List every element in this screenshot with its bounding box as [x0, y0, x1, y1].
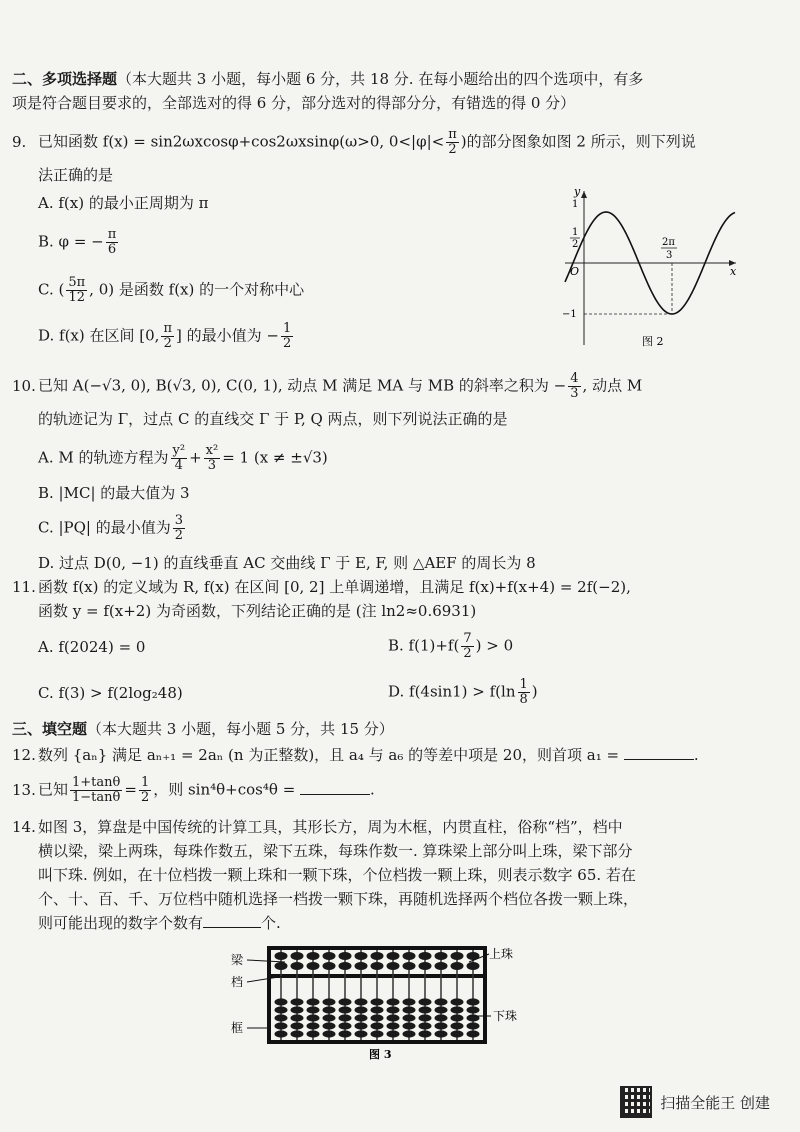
- lower-bead: [435, 1014, 448, 1021]
- q11-number: 11.: [12, 578, 36, 596]
- q10-stem-c: 的轨迹记为 Γ，过点 C 的直线交 Γ 于 P, Q 两点，则下列说法正确的是: [38, 410, 508, 428]
- label-upper-bead: 上珠: [489, 947, 514, 961]
- lower-bead: [339, 1006, 352, 1013]
- lower-bead: [419, 1006, 432, 1013]
- figure-2-sine-graph: [560, 185, 750, 355]
- q9-option-b: B. φ = − $\frac{\pi}{6}$: [38, 227, 117, 257]
- q14-line2: 横以梁，梁上两珠，每珠作数五，梁下五珠，每珠作数一. 算珠梁上部分叫上珠，梁下部分: [38, 842, 633, 860]
- q11-stem-a: 11. 函数 f(x) 的定义域为 R, f(x) 在区间 [0, 2] 上单调递增，且满足 f(x)+f(x+4) = 2f(−2),: [12, 578, 631, 596]
- upper-bead: [355, 962, 368, 970]
- q9-option-d: D. f(x) 在区间 [0, $\frac{\pi}{2}$ ] 的最小值为 − $\frac{1}{2}$: [38, 321, 292, 351]
- lower-bead: [467, 1014, 480, 1021]
- upper-bead: [467, 962, 480, 970]
- tick-neg-one-label: −1: [562, 309, 577, 320]
- upper-bead: [403, 952, 416, 960]
- lower-bead: [275, 1022, 288, 1029]
- upper-bead: [291, 952, 304, 960]
- lower-bead: [291, 1014, 304, 1021]
- lower-bead: [403, 1030, 416, 1037]
- q9-stem-a: 已知函数 f(x) = sin2ωxcosφ+cos2ωxsinφ: [38, 132, 340, 151]
- q12-answer-blank[interactable]: [624, 745, 694, 760]
- lower-bead: [323, 1006, 336, 1013]
- qr-code-icon: [620, 1086, 652, 1118]
- figure-3-abacus: [225, 944, 555, 1064]
- lower-bead: [323, 1014, 336, 1021]
- lower-bead: [467, 998, 480, 1005]
- q14-line3: 叫下珠. 例如，在十位档拨一颗上珠和一颗下珠，个位档拨一颗上珠，则表示数字 65. 若在: [38, 866, 636, 884]
- upper-bead: [355, 952, 368, 960]
- tick-2pi-3-numerator: 2π: [662, 237, 675, 248]
- upper-bead: [339, 962, 352, 970]
- q11-stem-b: 函数 y = f(x+2) 为奇函数，下列结论正确的是 (注 ln2≈0.6931): [38, 602, 477, 620]
- q12: 12. 数列 {aₙ} 满足 aₙ₊₁ = 2aₙ (n 为正整数)，且 a₄ 与 a₆ 的等差中项是 20，则首项 a₁ = .: [12, 746, 699, 764]
- lower-bead: [403, 1014, 416, 1021]
- q14-line1: 14. 如图 3，算盘是中国传统的计算工具，其形长方，周为木框，内贯直柱，俗称“档”，档中: [12, 818, 623, 836]
- lower-bead: [307, 1006, 320, 1013]
- label-beam: 梁: [231, 953, 244, 967]
- q10-stem: 10. 已知 A(−√3, 0), B(√3, 0), C(0, 1), 动点 M 满足 MA 与 MB 的斜率之积为 − $\frac{4}{3}$ , 动点 M: [12, 371, 643, 401]
- lower-bead: [339, 1022, 352, 1029]
- lower-bead: [419, 1022, 432, 1029]
- lower-bead: [435, 1022, 448, 1029]
- upper-bead: [291, 962, 304, 970]
- upper-bead: [435, 962, 448, 970]
- lower-bead: [419, 998, 432, 1005]
- lower-bead: [451, 998, 464, 1005]
- upper-bead: [371, 952, 384, 960]
- q14-number: 14.: [12, 818, 36, 836]
- figure-3-caption: 图 3: [369, 1048, 392, 1061]
- lower-bead: [451, 1030, 464, 1037]
- lower-bead: [467, 1030, 480, 1037]
- scanner-watermark: [620, 1086, 770, 1118]
- lower-bead: [355, 1022, 368, 1029]
- lower-bead: [371, 1014, 384, 1021]
- lower-bead: [323, 1022, 336, 1029]
- upper-bead: [371, 962, 384, 970]
- lower-bead: [387, 1006, 400, 1013]
- upper-bead: [451, 952, 464, 960]
- tick-half-numerator: 1: [572, 227, 579, 238]
- upper-bead: [419, 962, 432, 970]
- lower-bead: [339, 1030, 352, 1037]
- lower-bead: [339, 1014, 352, 1021]
- upper-bead: [307, 962, 320, 970]
- lower-bead: [451, 1014, 464, 1021]
- label-lower-bead: 下珠: [493, 1009, 518, 1023]
- label-frame: 框: [231, 1021, 244, 1035]
- watermark-text: 扫描全能王 创建: [660, 1093, 770, 1112]
- upper-bead: [275, 952, 288, 960]
- upper-bead: [435, 952, 448, 960]
- lower-bead: [387, 998, 400, 1005]
- lower-bead: [387, 1030, 400, 1037]
- y-axis-label: y: [574, 185, 581, 198]
- lower-bead: [371, 1006, 384, 1013]
- lower-bead: [275, 1006, 288, 1013]
- q13-answer-blank[interactable]: [300, 780, 370, 795]
- label-rod: 档: [231, 975, 244, 989]
- q10-option-a: A. M 的轨迹方程为 $\frac{\text{y²}}{4}$ + $\frac{\text{x²}}{3}$ = 1 (x ≠ ±√3): [38, 443, 328, 473]
- lower-bead: [371, 998, 384, 1005]
- lower-bead: [435, 1030, 448, 1037]
- figure-2-caption: 图 2: [642, 335, 664, 348]
- upper-bead: [387, 952, 400, 960]
- lower-bead: [307, 1030, 320, 1037]
- lower-bead: [371, 1022, 384, 1029]
- tick-one-label: 1: [572, 199, 579, 210]
- x-axis-label: x: [730, 265, 737, 278]
- q14-line5: 则可能出现的数字个数有 个.: [38, 914, 281, 932]
- section3-title: 三、填空题: [12, 720, 88, 738]
- lower-bead: [467, 1006, 480, 1013]
- lower-bead: [387, 1014, 400, 1021]
- leader-beam: [247, 960, 285, 962]
- lower-bead: [307, 998, 320, 1005]
- upper-bead: [275, 962, 288, 970]
- lower-bead: [275, 1014, 288, 1021]
- q9-cond-frac: $\frac{\pi}{2}$: [448, 127, 457, 157]
- lower-bead: [419, 1030, 432, 1037]
- lower-bead: [355, 1006, 368, 1013]
- lower-bead: [355, 998, 368, 1005]
- lower-bead: [307, 1014, 320, 1021]
- lower-bead: [451, 1006, 464, 1013]
- q9-stem-cond: (ω>0, 0<|φ|<: [339, 132, 445, 151]
- upper-bead: [323, 952, 336, 960]
- tick-2pi-3-denominator: 3: [666, 250, 673, 261]
- section2-header: [12, 68, 643, 90]
- lower-bead: [435, 998, 448, 1005]
- upper-bead: [403, 962, 416, 970]
- q10-option-c: C. |PQ| 的最小值为 $\frac{3}{2}$: [38, 513, 184, 543]
- lower-bead: [275, 1030, 288, 1037]
- lower-bead: [371, 1030, 384, 1037]
- lower-bead: [387, 1022, 400, 1029]
- lower-bead: [435, 1006, 448, 1013]
- section2-title: 二、多项选择题: [12, 70, 118, 88]
- lower-bead: [307, 1022, 320, 1029]
- lower-bead: [419, 1014, 432, 1021]
- lower-bead: [339, 998, 352, 1005]
- q9-option-a: A. f(x) 的最小正周期为 π: [38, 194, 209, 212]
- q9-stem-c: 法正确的是: [38, 166, 114, 184]
- lower-bead: [275, 998, 288, 1005]
- lower-bead: [291, 1006, 304, 1013]
- y-axis-arrow-icon: [581, 191, 587, 198]
- q14-line4: 个、十、百、千、万位档中随机选择一档拨一颗下珠，再随机选择两个档位各拨一颗上珠，: [38, 890, 639, 908]
- lower-bead: [355, 1030, 368, 1037]
- q11-option-a: A. f(2024) = 0: [38, 638, 146, 656]
- lower-bead: [291, 1022, 304, 1029]
- lower-bead: [323, 998, 336, 1005]
- section3-desc: （本大题共 3 小题，每小题 5 分，共 15 分）: [87, 720, 394, 738]
- q9-number: 9.: [12, 132, 27, 151]
- lower-bead: [403, 1006, 416, 1013]
- lower-bead: [355, 1014, 368, 1021]
- leader-rod: [247, 976, 285, 982]
- section2-desc-line2: 项是符合题目要求的，全部选对的得 6 分，部分选对的得部分分，有错选的得 0 分）: [12, 94, 576, 112]
- q13: 13. 已知 $\frac{1+\tan\theta}{1-\tan\theta}$ = $\frac{1}{2}$ ，则 sin⁴θ+cos⁴θ = .: [12, 775, 375, 805]
- q11-option-d: D. f(4sin1) > f(ln $\frac{1}{8}$ ): [388, 677, 538, 707]
- q14-answer-blank[interactable]: [203, 913, 261, 928]
- upper-bead: [419, 952, 432, 960]
- q11-option-c: C. f(3) > f(2log₂48): [38, 684, 183, 702]
- tick-half-denominator: 2: [572, 239, 579, 250]
- q9-option-c: C. ( $\frac{5\pi}{12}$ , 0) 是函数 f(x) 的一个对称中心: [38, 275, 305, 305]
- abacus-rods: [275, 950, 480, 1040]
- q11-option-b: B. f(1)+f( $\frac{7}{2}$ ) > 0: [388, 631, 514, 661]
- upper-bead: [451, 962, 464, 970]
- upper-bead: [339, 952, 352, 960]
- q12-number: 12.: [12, 746, 36, 764]
- section3-header: [12, 718, 394, 740]
- lower-bead: [291, 998, 304, 1005]
- q13-number: 13.: [12, 780, 36, 799]
- lower-bead: [467, 1022, 480, 1029]
- q9-stem-cond-end: ): [460, 132, 467, 151]
- lower-bead: [323, 1030, 336, 1037]
- upper-bead: [323, 962, 336, 970]
- upper-bead: [307, 952, 320, 960]
- section2-desc-line1: （本大题共 3 小题，每小题 6 分，共 18 分. 在每小题给出的四个选项中，有多: [117, 70, 644, 88]
- q10-option-b: B. |MC| 的最大值为 3: [38, 484, 190, 502]
- origin-label: O: [570, 265, 580, 278]
- q9-stem-b: 的部分图象如图 2 所示，则下列说: [466, 132, 696, 151]
- lower-bead: [403, 998, 416, 1005]
- lower-bead: [451, 1022, 464, 1029]
- q10-option-d: D. 过点 D(0, −1) 的直线垂直 AC 交曲线 Γ 于 E, F, 则 △AEF 的周长为 8: [38, 554, 536, 572]
- lower-bead: [291, 1030, 304, 1037]
- lower-bead: [403, 1022, 416, 1029]
- q9-stem: [12, 128, 696, 157]
- upper-bead: [387, 962, 400, 970]
- q10-number: 10.: [12, 376, 36, 395]
